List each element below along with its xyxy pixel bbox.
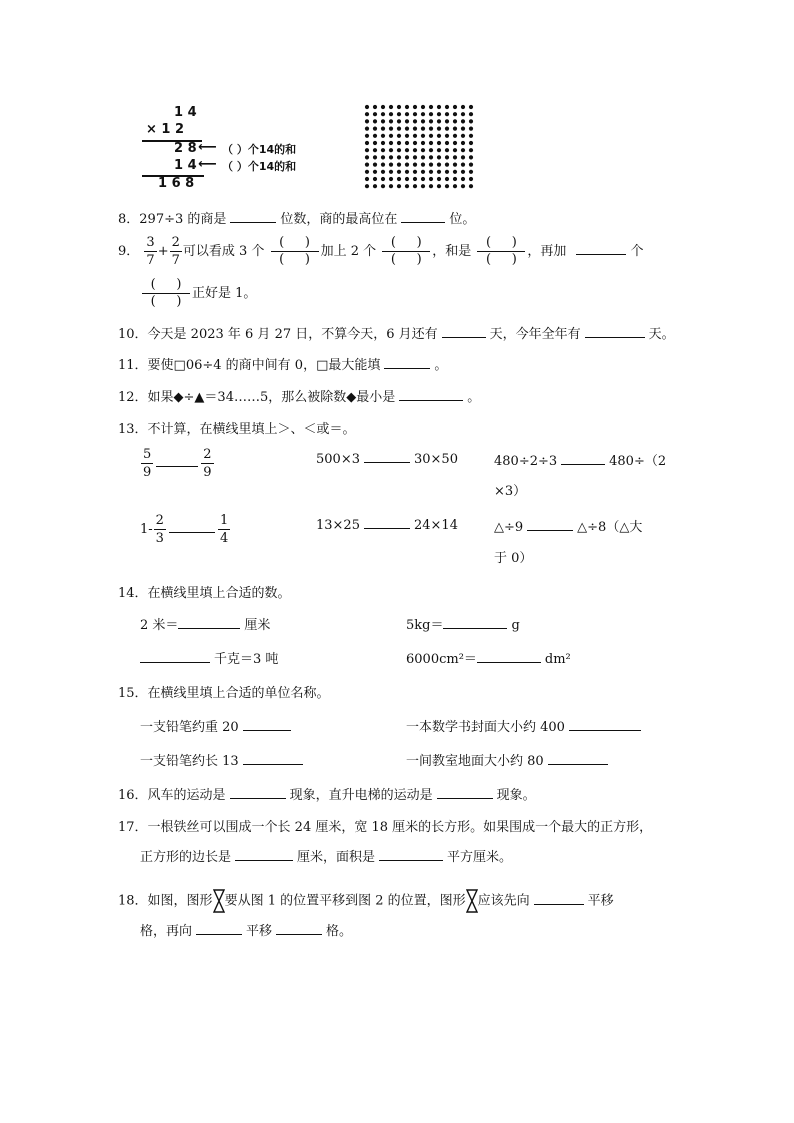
answer-blank[interactable] (169, 520, 215, 533)
fraction: $\frac{2}{9}$ (203, 447, 212, 480)
q15-item-c: 一支铅笔约长 13 (140, 750, 307, 769)
dot (397, 148, 401, 152)
q12-text-b: 。 (467, 390, 481, 405)
dot (445, 170, 449, 174)
dot (429, 148, 433, 152)
dot (469, 170, 473, 174)
dot (405, 119, 409, 123)
dot (421, 105, 425, 109)
dot (373, 177, 377, 181)
fraction-blank[interactable]: ( ) ( ) (382, 235, 430, 268)
answer-blank[interactable] (576, 242, 626, 255)
dot (397, 141, 401, 145)
dot (429, 112, 433, 116)
dot (429, 170, 433, 174)
question-number: 14． (118, 586, 148, 601)
dot (421, 177, 425, 181)
answer-blank[interactable] (243, 718, 291, 731)
dot (405, 163, 409, 167)
question-number: 9． (118, 244, 140, 259)
dot (413, 170, 417, 174)
dot (461, 119, 465, 123)
dot (389, 112, 393, 116)
dot (381, 148, 385, 152)
dot (469, 105, 473, 109)
dot (437, 119, 441, 123)
dot (381, 119, 385, 123)
q13-compare-6-cont: 于 0） (494, 551, 533, 566)
dot (429, 163, 433, 167)
question-number: 8． (118, 212, 140, 227)
dot (453, 177, 457, 181)
dot (381, 105, 385, 109)
question-number: 11． (118, 358, 148, 373)
answer-blank[interactable] (399, 388, 463, 401)
answer-blank[interactable] (527, 518, 573, 531)
q13-compare-4: 1- $\frac{2}{3}$ $\frac{1}{4}$ (140, 513, 229, 546)
answer-blank[interactable] (364, 516, 410, 529)
dot (421, 134, 425, 138)
dot (413, 177, 417, 181)
dot (461, 134, 465, 138)
answer-blank[interactable] (443, 616, 507, 629)
q10-text-a: 今天是 2023 年 6 月 27 日，不算今天，6 月还有 (147, 327, 438, 342)
dot (365, 177, 369, 181)
dot (461, 105, 465, 109)
dot (389, 155, 393, 159)
dot (461, 184, 465, 188)
dot (437, 170, 441, 174)
dot (421, 163, 425, 167)
q13-compare-6: △÷9 △÷8（△大 (494, 520, 643, 535)
plus-sign: + (157, 244, 169, 259)
dot (373, 127, 377, 131)
answer-blank[interactable] (384, 356, 430, 369)
question-number: 10． (118, 327, 148, 342)
dot (453, 105, 457, 109)
fraction: $\frac{2}{7}$ (171, 235, 180, 268)
q13-compare-2: 500×3 30×50 (316, 452, 458, 467)
dot (453, 170, 457, 174)
dot (453, 112, 457, 116)
dot (445, 155, 449, 159)
question-9 (118, 234, 643, 269)
dot (413, 141, 417, 145)
dot (429, 184, 433, 188)
answer-blank[interactable] (442, 325, 486, 338)
question-title: 在横线里填上合适的单位名称。 (147, 686, 330, 701)
q11-text-b: 。 (434, 358, 448, 373)
dot (365, 127, 369, 131)
mult-label-1: （ ）个14的和 (222, 143, 297, 156)
answer-blank[interactable] (561, 452, 605, 465)
dot (421, 170, 425, 174)
dot (413, 163, 417, 167)
dot (461, 127, 465, 131)
dot (437, 163, 441, 167)
dot (365, 163, 369, 167)
dot (365, 170, 369, 174)
question-number: 16． (118, 788, 148, 803)
question-18: 18．如图，图形 要从图 1 的位置平移到图 2 的位置，图形 应该先向 平移 (118, 889, 614, 913)
answer-blank[interactable] (548, 752, 608, 765)
dot (453, 127, 457, 131)
answer-blank[interactable] (230, 210, 276, 223)
answer-blank[interactable] (534, 892, 584, 905)
dot (389, 177, 393, 181)
dot (405, 155, 409, 159)
dot (453, 141, 457, 145)
mult-label-2: （ ）个14的和 (222, 160, 297, 173)
question-number: 18． (118, 893, 148, 909)
dot (421, 119, 425, 123)
answer-blank[interactable] (196, 922, 242, 935)
dot (397, 184, 401, 188)
q13-compare-5: 13×25 24×14 (316, 518, 458, 533)
question-14-title (118, 582, 291, 601)
q10-text-c: 天。 (648, 327, 675, 342)
dot (437, 127, 441, 131)
hourglass-shape-icon (466, 889, 478, 913)
dot (381, 112, 385, 116)
dot (405, 134, 409, 138)
dot (389, 170, 393, 174)
dot (437, 155, 441, 159)
q9-text-c: ，和是 (432, 244, 472, 259)
dot (373, 105, 377, 109)
dot (373, 134, 377, 138)
dot (389, 141, 393, 145)
dot (429, 127, 433, 131)
arrow-icon: ⟵ (198, 140, 217, 155)
dot (413, 105, 417, 109)
mult-row-1: 1 4 (174, 105, 197, 120)
question-number: 12． (118, 390, 148, 405)
dot (413, 134, 417, 138)
fraction-blank[interactable]: ( ) ( ) (142, 277, 190, 310)
mult-row-2: × 1 2 (146, 122, 185, 137)
fraction: $\frac{3}{7}$ (146, 235, 155, 268)
dot (421, 112, 425, 116)
dot (381, 134, 385, 138)
dot (453, 148, 457, 152)
dot (445, 134, 449, 138)
question-8 (118, 208, 475, 227)
dot (421, 127, 425, 131)
answer-blank[interactable] (437, 786, 493, 799)
dot (373, 184, 377, 188)
dot (389, 148, 393, 152)
question-17-cont: 正方形的边长是 厘米，面积是 平方厘米。 (140, 850, 513, 865)
q9-text-a: 可以看成 3 个 (182, 244, 265, 259)
dot (413, 155, 417, 159)
dot (365, 155, 369, 159)
dot (373, 112, 377, 116)
answer-blank[interactable] (230, 786, 286, 799)
fraction: $\frac{1}{4}$ (219, 513, 229, 546)
dot (469, 127, 473, 131)
mult-row-4: 1 4 (174, 158, 197, 173)
dot (405, 105, 409, 109)
dot (421, 148, 425, 152)
dot (437, 112, 441, 116)
dot (365, 112, 369, 116)
question-17: 17．一根铁丝可以围成一个长 24 厘米，宽 18 厘米的长方形。如果围成一个最大的正方形， (118, 820, 653, 835)
fraction-blank[interactable]: ( ) ( ) (477, 235, 525, 268)
question-number: 17． (118, 820, 148, 835)
dot (461, 148, 465, 152)
dot (469, 163, 473, 167)
question-title: 不计算，在横线里填上＞、＜或＝。 (147, 422, 356, 437)
mult-row-3: 2 8 (174, 141, 197, 156)
answer-blank[interactable] (401, 210, 445, 223)
dot (397, 134, 401, 138)
dot (437, 184, 441, 188)
answer-blank[interactable] (235, 848, 293, 861)
arrow-icon: ⟵ (198, 157, 217, 172)
dot (437, 105, 441, 109)
dot (429, 155, 433, 159)
dot (461, 177, 465, 181)
dot (381, 184, 385, 188)
dot (453, 155, 457, 159)
dot (469, 148, 473, 152)
dot (445, 141, 449, 145)
dot (365, 148, 369, 152)
dot (389, 127, 393, 131)
dot (389, 134, 393, 138)
dot (421, 184, 425, 188)
answer-blank[interactable] (178, 616, 240, 629)
fraction: $\frac{5}{9}$ (143, 447, 152, 480)
dot (461, 163, 465, 167)
dot-array-figure (363, 103, 475, 189)
q10-text-b: 天，今年全年有 (489, 327, 581, 342)
dot (445, 127, 449, 131)
multiplication-figure (140, 103, 320, 193)
dot (445, 112, 449, 116)
dot (469, 155, 473, 159)
question-10 (118, 323, 675, 342)
dot (421, 141, 425, 145)
q14-item-b: 5kg＝ g (406, 618, 520, 633)
q9-text-d: ，再加 (527, 244, 567, 259)
fraction: $\frac{2}{3}$ (155, 513, 164, 546)
q14-item-a: 2 米＝ 厘米 (140, 618, 271, 633)
q15-item-d: 一间教室地面大小约 80 (406, 750, 612, 769)
dot (445, 148, 449, 152)
dot (389, 119, 393, 123)
hourglass-shape-icon (213, 889, 225, 913)
dot (437, 148, 441, 152)
dot (469, 112, 473, 116)
dot (397, 127, 401, 131)
q13-compare-3-cont: ×3） (494, 484, 527, 499)
q15-item-a: 一支铅笔约重 20 (140, 716, 295, 735)
answer-blank[interactable] (243, 752, 303, 765)
dot (397, 177, 401, 181)
dot (469, 177, 473, 181)
q9-text-f: 正好是 1。 (192, 286, 257, 301)
dot (365, 141, 369, 145)
q14-item-d: 6000cm²＝ dm² (406, 652, 571, 667)
dot (413, 148, 417, 152)
answer-blank[interactable] (379, 848, 443, 861)
question-18-cont: 格，再向 平移 格。 (140, 924, 353, 939)
dot (469, 134, 473, 138)
question-13-title (118, 418, 356, 437)
dot (405, 127, 409, 131)
dot (429, 141, 433, 145)
answer-blank[interactable] (156, 454, 198, 467)
q12-text-a: 如果◆÷▲＝34……5，那么被除数◆最小是 (147, 390, 396, 405)
dot (429, 119, 433, 123)
dot (389, 105, 393, 109)
question-number: 15． (118, 686, 148, 701)
dot (365, 184, 369, 188)
dot (445, 163, 449, 167)
dot (461, 112, 465, 116)
mult-row-5: 1 6 8 (158, 176, 195, 191)
dot (397, 163, 401, 167)
dot (381, 163, 385, 167)
q8-text-b: 位数，商的最高位在 (280, 212, 398, 227)
dot (413, 119, 417, 123)
fraction-blank[interactable]: ( ) ( ) (271, 235, 319, 268)
dot (445, 105, 449, 109)
q9-text-e: 个 (630, 244, 644, 259)
dot (429, 134, 433, 138)
question-number: 13． (118, 422, 148, 437)
dot (429, 177, 433, 181)
question-9-cont (140, 277, 256, 310)
dot (453, 163, 457, 167)
dot (445, 184, 449, 188)
dot (373, 141, 377, 145)
dot (365, 134, 369, 138)
dot (405, 184, 409, 188)
dot (381, 177, 385, 181)
dot (469, 184, 473, 188)
q13-compare-1 (140, 446, 215, 481)
question-15-title (118, 682, 330, 701)
q8-text-a: 297÷3 的商是 (139, 212, 227, 227)
dot (373, 163, 377, 167)
dot (397, 119, 401, 123)
dot (405, 148, 409, 152)
dot (437, 134, 441, 138)
dot (461, 155, 465, 159)
dot (397, 112, 401, 116)
dot (453, 134, 457, 138)
dot (453, 184, 457, 188)
dot (429, 105, 433, 109)
q9-text-b: 加上 2 个 (320, 244, 377, 259)
dot (389, 184, 393, 188)
dot (389, 163, 393, 167)
dot (445, 119, 449, 123)
dot (373, 155, 377, 159)
question-12 (118, 386, 480, 405)
dot (365, 105, 369, 109)
answer-blank[interactable] (477, 650, 541, 663)
dot (381, 127, 385, 131)
dot (381, 155, 385, 159)
dot (453, 119, 457, 123)
question-11 (118, 354, 447, 373)
dot (469, 119, 473, 123)
q13-compare-3: 480÷2÷3 480÷（2 (494, 454, 667, 469)
answer-blank[interactable] (276, 922, 322, 935)
dot (381, 141, 385, 145)
dot (469, 141, 473, 145)
q14-item-c: 千克＝3 吨 (140, 648, 278, 667)
dot (445, 177, 449, 181)
dot (413, 112, 417, 116)
dot (397, 170, 401, 174)
q8-text-c: 位。 (449, 212, 476, 227)
dot (397, 105, 401, 109)
dot (413, 127, 417, 131)
question-title: 在横线里填上合适的数。 (147, 586, 291, 601)
answer-blank[interactable] (364, 450, 410, 463)
dot (405, 141, 409, 145)
dot (373, 170, 377, 174)
answer-blank[interactable] (140, 650, 210, 663)
q15-item-b: 一本数学书封面大小约 400 (406, 716, 645, 735)
question-16: 16．风车的运动是 现象，直升电梯的运动是 现象。 (118, 788, 536, 803)
answer-blank[interactable] (569, 718, 641, 731)
dot (413, 184, 417, 188)
dot (365, 119, 369, 123)
dot (437, 141, 441, 145)
q11-text-a: 要使□06÷4 的商中间有 0，□最大能填 (147, 358, 381, 373)
dot (405, 177, 409, 181)
dot (405, 170, 409, 174)
dot (461, 141, 465, 145)
dot (437, 177, 441, 181)
dot (373, 148, 377, 152)
dot (421, 155, 425, 159)
dot (405, 112, 409, 116)
dot (397, 155, 401, 159)
dot (373, 119, 377, 123)
dot (381, 170, 385, 174)
dot (461, 170, 465, 174)
answer-blank[interactable] (585, 325, 645, 338)
